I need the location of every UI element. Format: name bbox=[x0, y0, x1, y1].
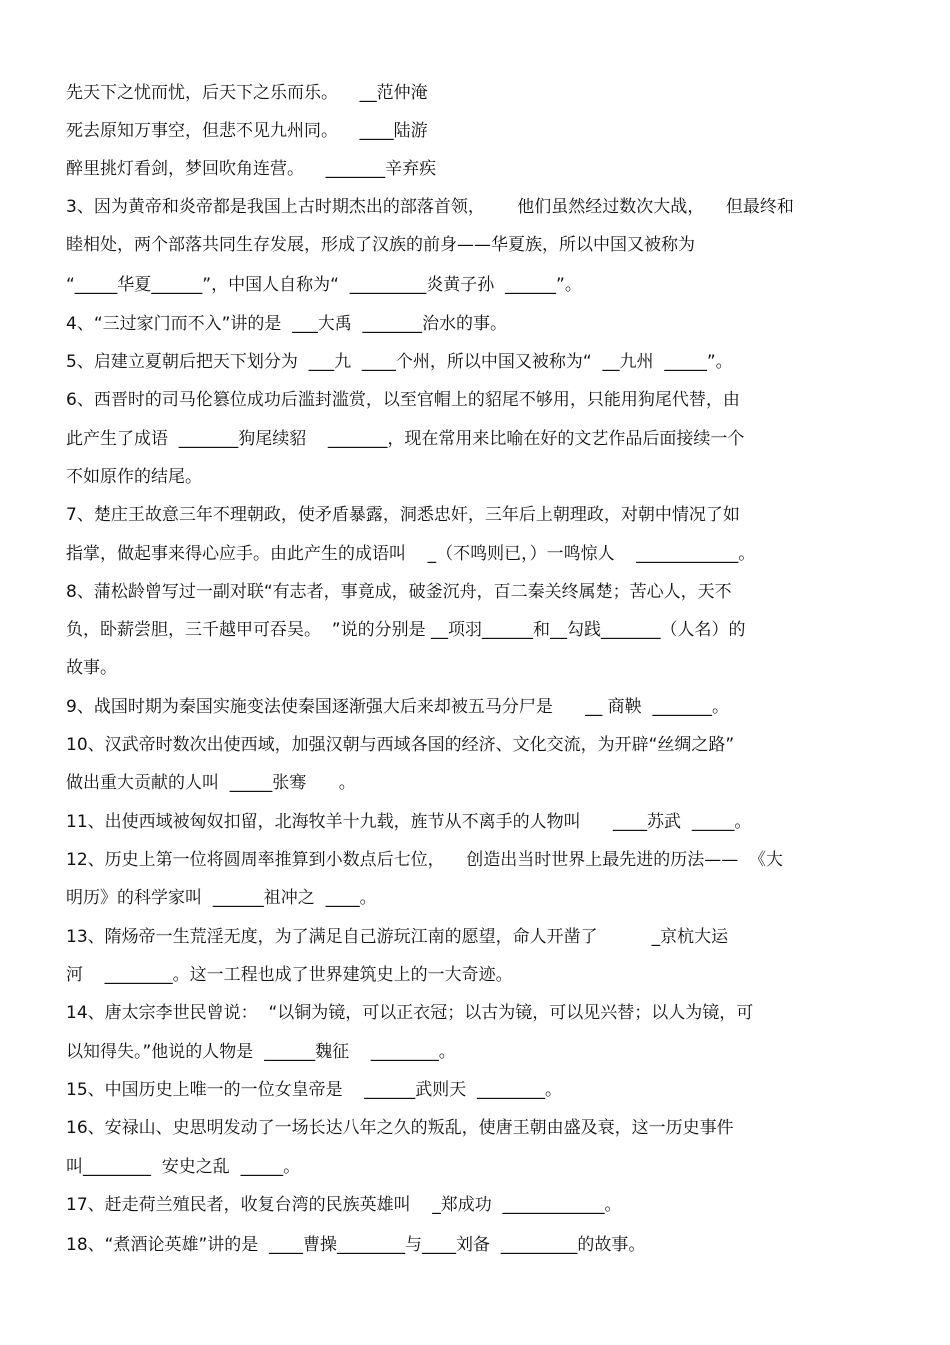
text-line: 9、战国时期为秦国实施变法使秦国逐渐强大后来却被五马分尸是 __ 商鞅 _______。 bbox=[66, 697, 729, 717]
text-line: 河 ________。这一工程也成了世界建筑史上的一大奇迹。 bbox=[66, 965, 513, 985]
text-line: 3、因为黄帝和炎帝都是我国上古时期杰出的部落首领， 他们虽然经过数次大战， 但最终和 bbox=[66, 197, 794, 217]
text-line: 6、西晋时的司马伦篡位成功后滥封滥赏，以至官帽上的貂尾不够用，只能用狗尾代替，由 bbox=[66, 390, 740, 410]
text-line: 先天下之忧而忧，后天下之乐而乐。 __范仲淹 bbox=[66, 83, 428, 103]
text-line: 做出重大贡献的人叫 _____张骞 。 bbox=[66, 773, 356, 793]
text-line: 7、楚庄王故意三年不理朝政，使矛盾暴露，洞悉忠奸，三年后上朝理政，对朝中情况了如 bbox=[66, 505, 740, 525]
text-line: 以知得失。”他说的人物是 ______魏征 ________。 bbox=[66, 1042, 456, 1062]
text-line: 16、安禄山、史思明发动了一场长达八年之久的叛乱，使唐王朝由盛及衰，这一历史事件 bbox=[66, 1118, 734, 1138]
text-line: 14、唐太宗李世民曾说： “以铜为镜，可以正衣冠；以古为镜，可以见兴替；以人为镜，可 bbox=[66, 1003, 754, 1023]
text-line: 睦相处，两个部落共同生存发展，形成了汉族的前身——华夏族，所以中国又被称为 bbox=[66, 235, 695, 255]
text-line: 18、“煮酒论英雄”讲的是 ____曹操________与____刘备 _________的故事。 bbox=[66, 1235, 646, 1255]
text-line: 17、赶走荷兰殖民者，收复台湾的民族英雄叫 _郑成功 ____________。 bbox=[66, 1195, 622, 1215]
text-line: 负，卧薪尝胆，三千越甲可吞吴。 ”说的分别是 __项羽______和__勾践_______（人名）的 bbox=[66, 620, 746, 640]
text-line: 13、隋炀帝一生荒淫无度，为了满足自己游玩江南的愿望，命人开凿了 _京杭大运 bbox=[66, 927, 729, 947]
text-line: 10、汉武帝时数次出使西域，加强汉朝与西域各国的经济、文化交流，为开辟“丝绸之路” bbox=[66, 735, 735, 755]
text-line: “_____华夏______”，中国人自称为“ _________炎黄子孙 ______”。 bbox=[66, 275, 582, 295]
text-line: 醉里挑灯看剑，梦回吹角连营。 _______辛弃疾 bbox=[66, 159, 437, 179]
text-line: 12、历史上第一位将圆周率推算到小数点后七位， 创造出当时世界上最先进的历法—— 《大 bbox=[66, 850, 784, 870]
text-line: 11、出使西域被匈奴扣留，北海牧羊十九载，旌节从不离手的人物叫 ____苏武 _____。 bbox=[66, 812, 752, 832]
text-line: 4、“三过家门而不入”讲的是 ___大禹 _______治水的事。 bbox=[66, 314, 508, 334]
text-line: 不如原作的结尾。 bbox=[66, 467, 202, 487]
text-line: 死去原知万事空，但悲不见九州同。 ____陆游 bbox=[66, 121, 428, 141]
text-line: 明历》的科学家叫 ______祖冲之 ____。 bbox=[66, 888, 377, 908]
text-line: 5、启建立夏朝后把天下划分为 ___九 ____个州，所以中国又被称为“ __九州 _____”。 bbox=[66, 352, 733, 372]
text-line: 8、蒲松龄曾写过一副对联“有志者，事竟成，破釜沉舟，百二秦关终属楚；苦心人，天不 bbox=[66, 582, 732, 602]
text-line: 15、中国历史上唯一的一位女皇帝是 ______武则天 ________。 bbox=[66, 1080, 563, 1100]
text-line: 此产生了成语 _______狗尾续貂 _______，现在常用来比喻在好的文艺作品后面接续一个 bbox=[66, 429, 745, 449]
text-line: 故事。 bbox=[66, 658, 117, 678]
text-line: 指掌，做起事来得心应手。由此产生的成语叫 _（不鸣则已，）一鸣惊人 ____________。 bbox=[66, 544, 756, 564]
text-line: 叫________ 安史之乱 _____。 bbox=[66, 1157, 301, 1177]
